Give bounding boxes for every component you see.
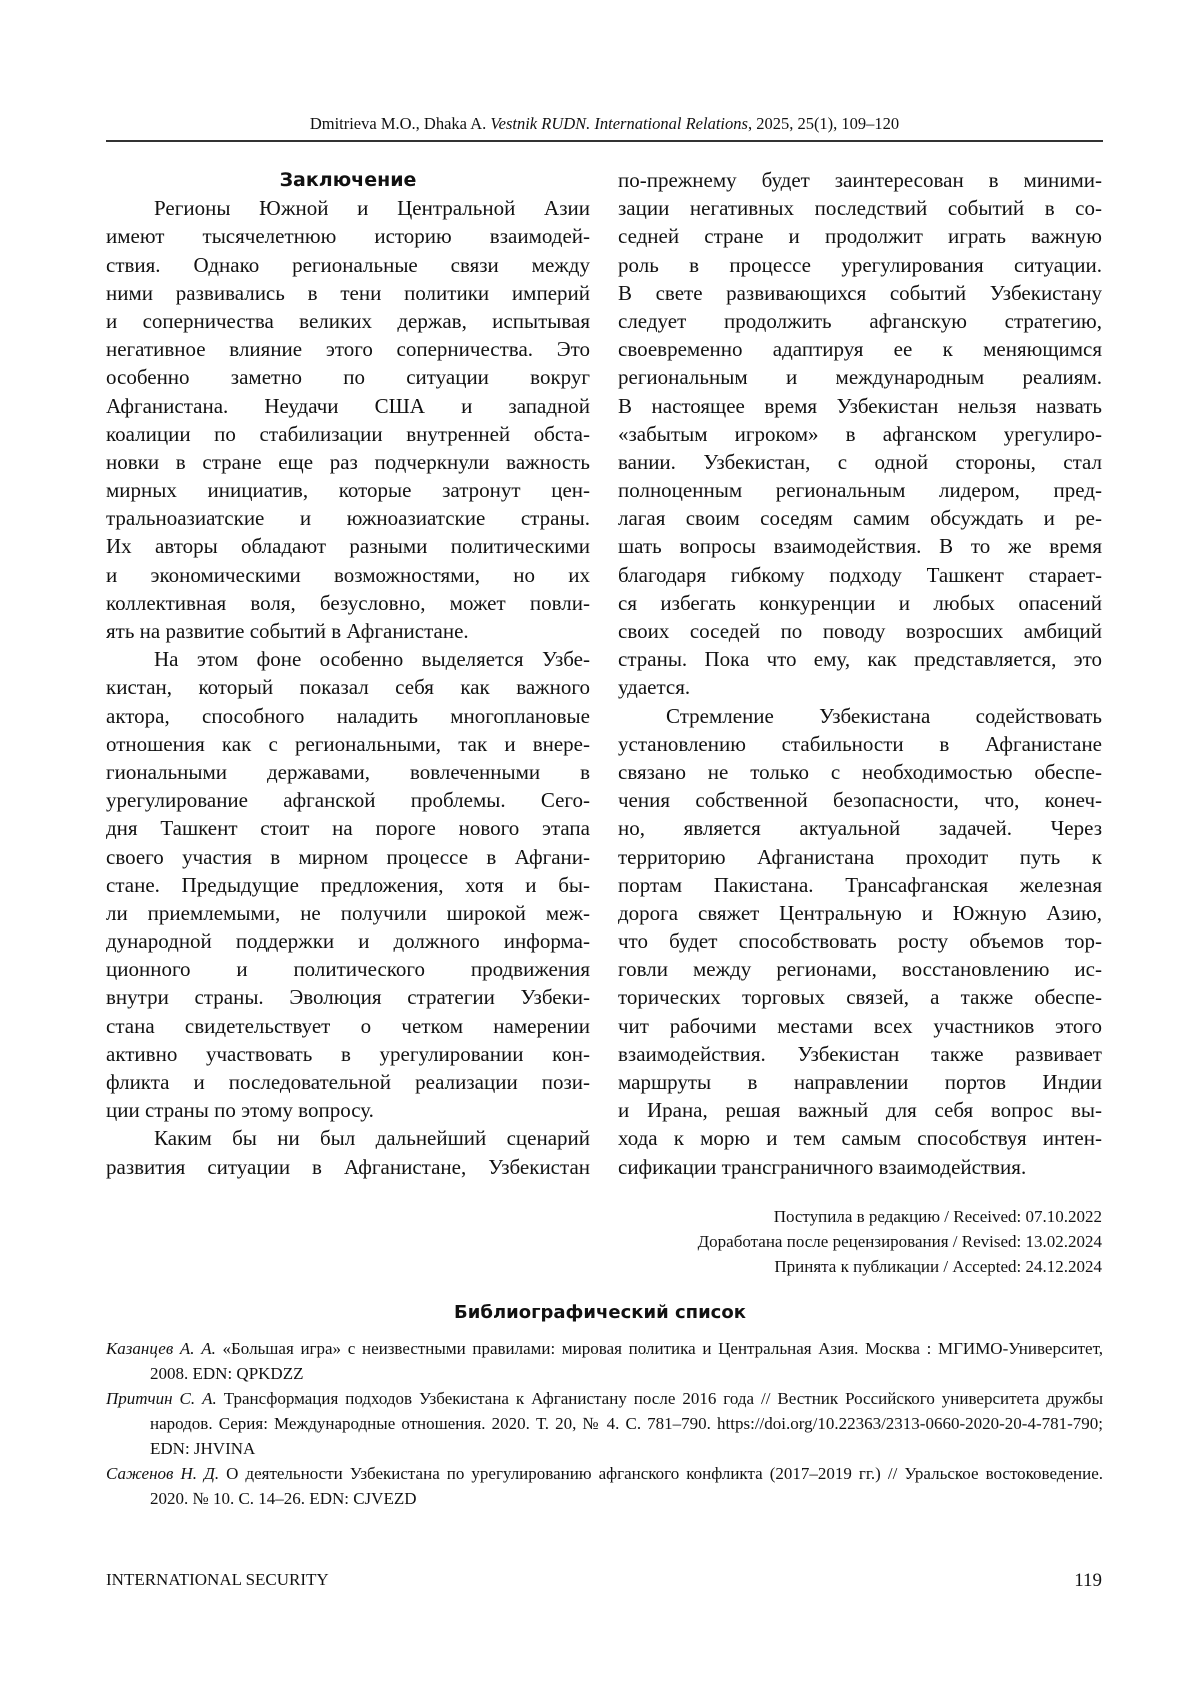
- text-line: благодаря гибкому подходу Ташкент старает-: [618, 561, 1102, 589]
- text-line: особенно заметно по ситуации вокруг: [106, 363, 590, 391]
- text-line: чения собственной безопасности, что, конеч-: [618, 786, 1102, 814]
- paragraph: [106, 1124, 590, 1180]
- reference-text: Трансформация подходов Узбекистана к Афганистану после 2016 года // Вестник Российско­го университета дружбы народов. Серия: Международные отношения. 2020. Т. 20, № 4. С. 781–790. https://doi.org/10.22363/2313-0660-2020-20-4-781-790; EDN: JHVINA: [150, 1389, 1103, 1458]
- paragraph: [106, 645, 590, 1124]
- footer-section: INTERNATIONAL SECURITY: [106, 1570, 329, 1590]
- text-line: и соперничества великих держав, испытывая: [106, 307, 590, 335]
- text-line: взаимодействия. Узбекистан также развивает: [618, 1040, 1102, 1068]
- bibliography-list: [106, 1336, 1103, 1511]
- text-line: тральноазиатские и южноазиатские страны.: [106, 504, 590, 532]
- text-line: гиональными державами, вовлеченными в: [106, 758, 590, 786]
- text-line: территорию Афганистана проходит путь к: [618, 843, 1102, 871]
- date-accepted: Принята к публикации / Accepted: 24.12.2024: [774, 1257, 1102, 1277]
- text-line: ять на развитие событий в Афганистане.: [106, 617, 590, 645]
- text-line: стане. Предыдущие предложения, хотя и бы-: [106, 871, 590, 899]
- text-line: Афганистана. Неудачи США и западной: [106, 392, 590, 420]
- text-line: ции страны по этому вопросу.: [106, 1096, 590, 1124]
- reference-item: [106, 1336, 1103, 1386]
- text-line: ствия. Однако региональные связи между: [106, 251, 590, 279]
- running-head-issue: , 2025, 25(1), 109–120: [748, 114, 899, 133]
- text-line: ся избегать конкуренции и любых опасений: [618, 589, 1102, 617]
- text-line: Каким бы ни был дальнейший сценарий: [106, 1124, 590, 1152]
- text-line: развития ситуации в Афганистане, Узбекистан: [106, 1153, 590, 1181]
- text-line: В настоящее время Узбекистан нельзя назвать: [618, 392, 1102, 420]
- text-line: ними развивались в тени политики империй: [106, 279, 590, 307]
- paragraph: [618, 702, 1102, 1181]
- text-line: зации негативных последствий событий в со-: [618, 194, 1102, 222]
- text-line: активно участвовать в урегулировании кон-: [106, 1040, 590, 1068]
- text-line: новки в стране еще раз подчеркнули важность: [106, 448, 590, 476]
- text-line: мирных инициатив, которые затронут цен-: [106, 476, 590, 504]
- text-line: портам Пакистана. Трансафганская железная: [618, 871, 1102, 899]
- text-line: региональным и международным реалиям.: [618, 363, 1102, 391]
- text-line: шать вопросы взаимодействия. В то же время: [618, 532, 1102, 560]
- running-head-authors: Dmitrieva M.O., Dhaka A.: [310, 114, 486, 133]
- text-line: На этом фоне особенно выделяется Узбе-: [106, 645, 590, 673]
- left-column: [106, 166, 590, 1181]
- text-line: фликта и последовательной реализации пози-: [106, 1068, 590, 1096]
- running-head-journal: Vestnik RUDN. International Relations: [490, 114, 748, 133]
- text-line: коллективная воля, безусловно, может повли-: [106, 589, 590, 617]
- text-line: следует продолжить афганскую стратегию,: [618, 307, 1102, 335]
- header-rule: [106, 140, 1103, 142]
- section-heading: Заключение: [106, 166, 590, 194]
- text-line: седней стране и продолжит играть важную: [618, 222, 1102, 250]
- text-line: актора, способного наладить многоплановые: [106, 702, 590, 730]
- text-line: по-прежнему будет заинтересован в миними-: [618, 166, 1102, 194]
- text-line: сификации трансграничного взаимодействия.: [618, 1153, 1102, 1181]
- paragraph: [106, 194, 590, 645]
- reference-text: «Большая игра» с неизвестными правилами: мировая политика и Центральная Азия. Москва : МГИМО-Университет, 2008. EDN: QPKDZZ: [150, 1339, 1103, 1383]
- text-line: В свете развивающихся событий Узбекистану: [618, 279, 1102, 307]
- date-revised: Доработана после рецензирования / Revised: 13.02.2024: [698, 1232, 1102, 1252]
- right-column: [618, 166, 1102, 1181]
- text-line: Стремление Узбекистана содействовать: [618, 702, 1102, 730]
- text-line: хода к морю и тем самым способствуя интен-: [618, 1124, 1102, 1152]
- text-line: и экономическими возможностями, но их: [106, 561, 590, 589]
- text-line: вании. Узбекистан, с одной стороны, стал: [618, 448, 1102, 476]
- reference-item: [106, 1386, 1103, 1461]
- text-line: негативное влияние этого соперничества. Это: [106, 335, 590, 363]
- text-line: чит рабочими местами всех участников этого: [618, 1012, 1102, 1040]
- text-line: и Ирана, решая важный для себя вопрос вы-: [618, 1096, 1102, 1124]
- text-line: торических торговых связей, а также обеспе-: [618, 983, 1102, 1011]
- text-line: ционного и политического продвижения: [106, 955, 590, 983]
- text-line: Их авторы обладают разными политическими: [106, 532, 590, 560]
- text-line: связано не только с необходимостью обеспе-: [618, 758, 1102, 786]
- bibliography-title: Библиографический список: [0, 1302, 1200, 1323]
- text-line: говли между регионами, восстановлению ис-: [618, 955, 1102, 983]
- text-line: полноценным региональным лидером, пред-: [618, 476, 1102, 504]
- text-line: «забытым игроком» в афганском урегулиро-: [618, 420, 1102, 448]
- paragraph: [618, 166, 1102, 702]
- text-line: дорога свяжет Центральную и Южную Азию,: [618, 899, 1102, 927]
- reference-text: О деятельности Узбекистана по урегулированию афганского конфликта (2017–2019 гг.) // Уральское востоковедение. 2020. № 10. С. 14–26. EDN: CJVEZD: [150, 1464, 1103, 1508]
- reference-author: Притчин С. А.: [106, 1389, 217, 1408]
- text-line: страны. Пока что ему, как представляется, это: [618, 645, 1102, 673]
- text-line: Регионы Южной и Центральной Азии: [106, 194, 590, 222]
- text-line: своих соседей по поводу возросших амбиций: [618, 617, 1102, 645]
- text-line: что будет способствовать росту объемов тор-: [618, 927, 1102, 955]
- text-line: лагая своим соседям самим обсуждать и ре-: [618, 504, 1102, 532]
- text-line: ли приемлемыми, не получили широкой меж-: [106, 899, 590, 927]
- text-line: но, является актуальной задачей. Через: [618, 814, 1102, 842]
- text-line: своего участия в мирном процессе в Афгани-: [106, 843, 590, 871]
- text-line: своевременно адаптируя ее к меняющимся: [618, 335, 1102, 363]
- text-line: дня Ташкент стоит на пороге нового этапа: [106, 814, 590, 842]
- text-line: коалиции по стабилизации внутренней обста-: [106, 420, 590, 448]
- running-head: [106, 114, 1103, 134]
- text-line: удается.: [618, 673, 1102, 701]
- text-line: кистан, который показал себя как важного: [106, 673, 590, 701]
- text-line: урегулирование афганской проблемы. Сего-: [106, 786, 590, 814]
- text-line: внутри страны. Эволюция стратегии Узбеки-: [106, 983, 590, 1011]
- reference-item: [106, 1461, 1103, 1511]
- text-line: роль в процессе урегулирования ситуации.: [618, 251, 1102, 279]
- text-line: установлению стабильности в Афганистане: [618, 730, 1102, 758]
- text-line: отношения как с региональными, так и внере-: [106, 730, 590, 758]
- text-line: маршруты в направлении портов Индии: [618, 1068, 1102, 1096]
- page-number: 119: [1074, 1570, 1102, 1592]
- text-line: дународной поддержки и должного информа-: [106, 927, 590, 955]
- reference-author: Казанцев А. А.: [106, 1339, 216, 1358]
- reference-author: Саженов Н. Д.: [106, 1464, 219, 1483]
- date-received: Поступила в редакцию / Received: 07.10.2022: [774, 1207, 1102, 1227]
- text-line: стана свидетельствует о четком намерении: [106, 1012, 590, 1040]
- text-line: имеют тысячелетнюю историю взаимодей-: [106, 222, 590, 250]
